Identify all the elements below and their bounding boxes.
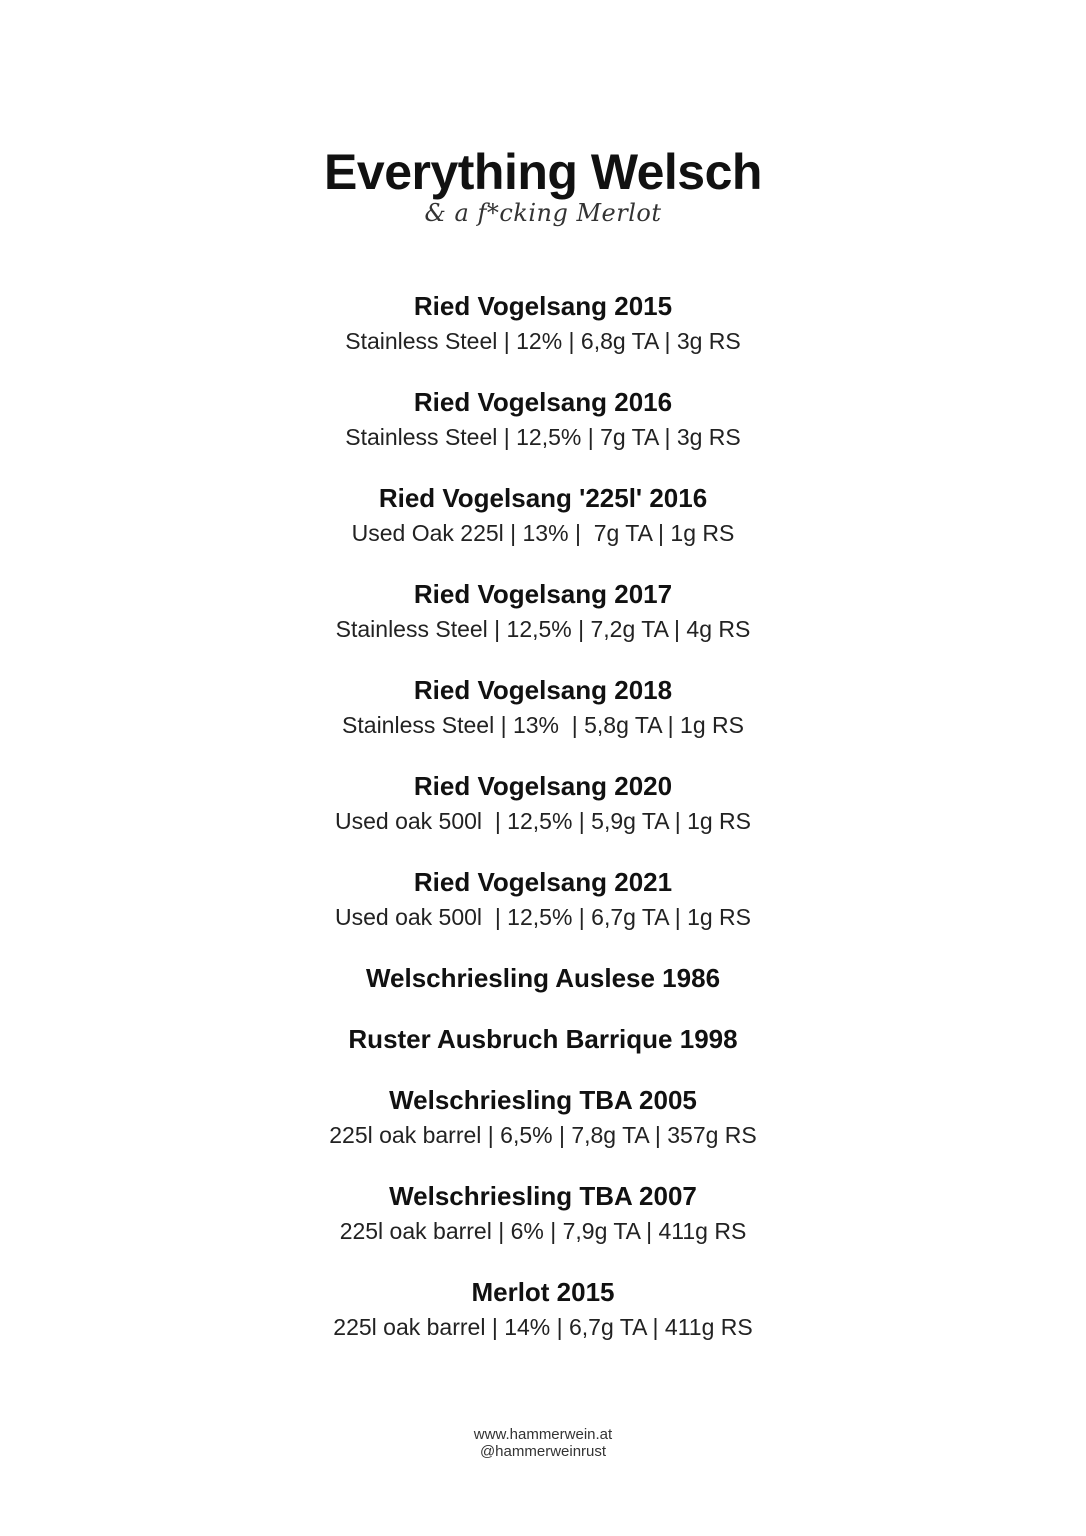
wine-item — [0, 482, 1086, 549]
wine-details: Used oak 500l | 12,5% | 6,7g TA | 1g RS — [335, 904, 751, 930]
wine-details: Stainless Steel | 12,5% | 7g TA | 3g RS — [345, 424, 741, 450]
wine-item — [0, 770, 1086, 837]
wine-details: 225l oak barrel | 14% | 6,7g TA | 411g RS — [333, 1314, 753, 1340]
website-link[interactable]: www.hammerwein.at — [473, 1426, 613, 1443]
wine-item — [0, 1180, 1086, 1247]
wine-details: 225l oak barrel | 6% | 7,9g TA | 411g RS — [339, 1218, 747, 1244]
wine-name: Ried Vogelsang '225l' 2016 — [378, 483, 708, 513]
wine-item — [0, 578, 1086, 645]
wine-details: 225l oak barrel | 6,5% | 7,8g TA | 357g RS — [329, 1122, 757, 1148]
wine-name: Ruster Ausbruch Barrique 1998 — [348, 1024, 738, 1054]
wine-item — [0, 962, 1086, 994]
wine-item — [0, 386, 1086, 453]
wine-details: Used Oak 225l | 13% | 7g TA | 1g RS — [351, 520, 735, 546]
wine-name: Welschriesling TBA 2007 — [389, 1181, 697, 1211]
wine-details: Stainless Steel | 13% | 5,8g TA | 1g RS — [342, 712, 744, 738]
wine-item — [0, 866, 1086, 933]
wine-name: Ried Vogelsang 2017 — [413, 579, 673, 609]
wine-name: Ried Vogelsang 2016 — [413, 387, 673, 417]
wine-item — [0, 290, 1086, 357]
page-title: Everything Welsch — [324, 144, 762, 200]
wine-item — [0, 1276, 1086, 1343]
wine-item — [0, 1023, 1086, 1055]
wine-name: Ried Vogelsang 2021 — [413, 867, 673, 897]
social-handle[interactable]: @hammerweinrust — [479, 1443, 607, 1460]
wine-item — [0, 674, 1086, 741]
wine-details: Used oak 500l | 12,5% | 5,9g TA | 1g RS — [335, 808, 751, 834]
wine-item — [0, 1084, 1086, 1151]
wine-name: Ried Vogelsang 2015 — [413, 291, 673, 321]
wine-name: Ried Vogelsang 2020 — [413, 771, 673, 801]
wine-details: Stainless Steel | 12% | 6,8g TA | 3g RS — [345, 328, 741, 354]
wine-name: Merlot 2015 — [471, 1277, 615, 1307]
wine-name: Welschriesling Auslese 1986 — [365, 963, 721, 993]
footer — [0, 1426, 1086, 1460]
wine-name: Ried Vogelsang 2018 — [413, 675, 673, 705]
wine-name: Welschriesling TBA 2005 — [389, 1085, 697, 1115]
page-subtitle: & a f*cking Merlot — [424, 199, 662, 227]
wine-details: Stainless Steel | 12,5% | 7,2g TA | 4g RS — [335, 616, 751, 642]
